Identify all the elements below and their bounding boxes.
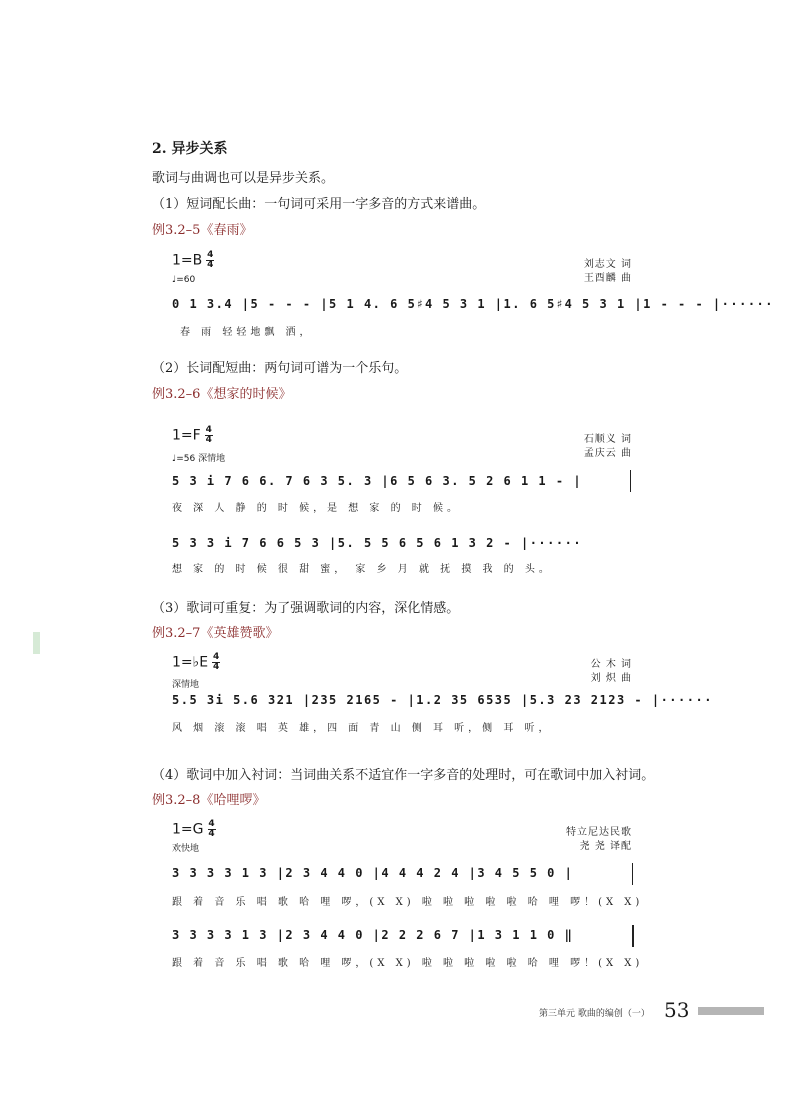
ex3-composer: 刘 炽 曲 <box>590 673 632 684</box>
ex4-key-label: 1=G <box>172 821 204 838</box>
ex1-meter-bottom: 4 <box>207 260 214 270</box>
ex1-composer: 王酉麟 曲 <box>583 273 632 284</box>
ex1-tempo: ♩=60 <box>172 275 196 285</box>
ex2-key <box>172 426 213 445</box>
ex3-notation: 5.5 3i 5.6 321 |235 2165 - |1.2 35 6535 |5.3 23 2123 - |······ <box>172 693 713 707</box>
ex2-meter <box>205 426 213 445</box>
ex4-meter-top: 4 <box>208 819 215 829</box>
ex4-composer: 尧 尧 译配 <box>579 841 632 852</box>
item-2-text: （2）长词配短曲：两句词可谱为一个乐句。 <box>152 361 408 376</box>
ex4-meter <box>208 820 216 839</box>
ex4-end-barline-1 <box>632 863 633 885</box>
ex3-lyrics: 风 烟 滚 滚 唱 英 雄，四 面 青 山 侧 耳 听，侧 耳 听， <box>172 723 553 734</box>
example-4-title: 例3.2–8《哈哩啰》 <box>152 793 266 808</box>
ex2-meter-top: 4 <box>205 425 212 435</box>
page-number: 53 <box>664 998 690 1022</box>
ex1-key <box>172 251 214 270</box>
ex1-key-label: 1=B <box>172 252 203 269</box>
ex2-end-barline <box>630 470 631 492</box>
ex2-tempo: ♩=56 深情地 <box>172 454 226 464</box>
ex2-credits <box>584 433 632 461</box>
section-title: 2. 异步关系 <box>152 141 228 157</box>
ex1-meter-top: 4 <box>207 250 214 260</box>
ex3-meter-top: 4 <box>212 652 220 662</box>
ex2-lyricist: 石顺义 词 <box>583 434 632 445</box>
ex1-lyrics: 春 雨 轻轻地飘 洒， <box>180 327 314 338</box>
example-3-title: 例3.2–7《英雄赞歌》 <box>152 626 279 641</box>
example-2-title: 例3.2–6《想家的时候》 <box>152 387 292 402</box>
ex3-key-label: 1=♭E <box>172 654 209 671</box>
ex4-lyricist: 特立尼达民歌 <box>566 827 632 838</box>
ex3-lyricist: 公 木 词 <box>590 659 632 670</box>
ex1-credits <box>584 258 632 286</box>
example-1-title: 例3.2–5《春雨》 <box>152 223 253 238</box>
ex2-notation-line-1: 5 3 i 7 6 6. 7 6 3 5. 3 |6 5 6 3. 5 2 6 1 1 - | <box>172 474 583 488</box>
ex4-lyrics-line-2: 跟 着 音 乐 唱 歌 哈 哩 啰，(X X) 啦 啦 啦 啦 啦 哈 哩 啰！(X X) <box>172 958 644 969</box>
ex3-key <box>172 653 220 672</box>
ex1-meter <box>206 251 214 270</box>
ex4-final-barline <box>632 925 634 947</box>
footer-band <box>698 1007 764 1015</box>
ex4-tempo: 欢快地 <box>172 844 200 854</box>
ex3-meter-bottom: 4 <box>212 662 220 672</box>
footer-unit: 第三单元 歌曲的编创（一） <box>539 1009 650 1019</box>
ex2-lyrics-line-1: 夜 深 人 静 的 时 候，是 想 家 的 时 候。 <box>172 503 461 514</box>
ex3-meter <box>212 653 220 672</box>
ex4-notation-line-2: 3 3 3 3 1 3 |2 3 4 4 0 |2 2 2 6 7 |1 3 1 1 0 ‖ <box>172 928 574 942</box>
item-1-text: （1）短词配长曲：一句词可采用一字多音的方式来谱曲。 <box>152 197 486 212</box>
ex4-lyrics-line-1: 跟 着 音 乐 唱 歌 哈 哩 啰，(X X) 啦 啦 啦 啦 啦 哈 哩 啰！(X X) <box>172 897 644 908</box>
ex4-meter-bottom: 4 <box>208 829 215 839</box>
ex4-notation-line-1: 3 3 3 3 1 3 |2 3 4 4 0 |4 4 4 2 4 |3 4 5 5 0 | <box>172 866 574 880</box>
intro-text: 歌词与曲调也可以是异步关系。 <box>152 171 335 186</box>
item-3-text: （3）歌词可重复：为了强调歌词的内容，深化情感。 <box>152 601 460 616</box>
ex1-notation: 0 1 3.4 |5 - - - |5 1 4. 6 5♯4 5 3 1 |1. 6 5♯4 5 3 1 |1 - - - |······ <box>172 297 774 311</box>
ex2-meter-bottom: 4 <box>205 435 212 445</box>
ex4-credits <box>566 826 632 854</box>
ex1-lyricist: 刘志文 词 <box>583 259 632 270</box>
ex3-tempo: 深情地 <box>172 680 200 690</box>
ex2-lyrics-line-2: 想 家 的 时 候 很 甜 蜜， 家 乡 月 就 抚 摸 我 的 头。 <box>172 564 553 575</box>
item-4-text: （4）歌词中加入衬词：当词曲关系不适宜作一字多音的处理时，可在歌词中加入衬词。 <box>152 768 655 783</box>
ex2-composer: 孟庆云 曲 <box>583 448 632 459</box>
ex2-key-label: 1=F <box>172 427 201 444</box>
ex3-credits <box>591 658 632 686</box>
ex2-notation-line-2: 5 3 3 i 7 6 6 5 3 |5. 5 5 6 5 6 1 3 2 - |······ <box>172 536 583 550</box>
ex4-key <box>172 820 216 839</box>
margin-mark <box>33 632 40 654</box>
